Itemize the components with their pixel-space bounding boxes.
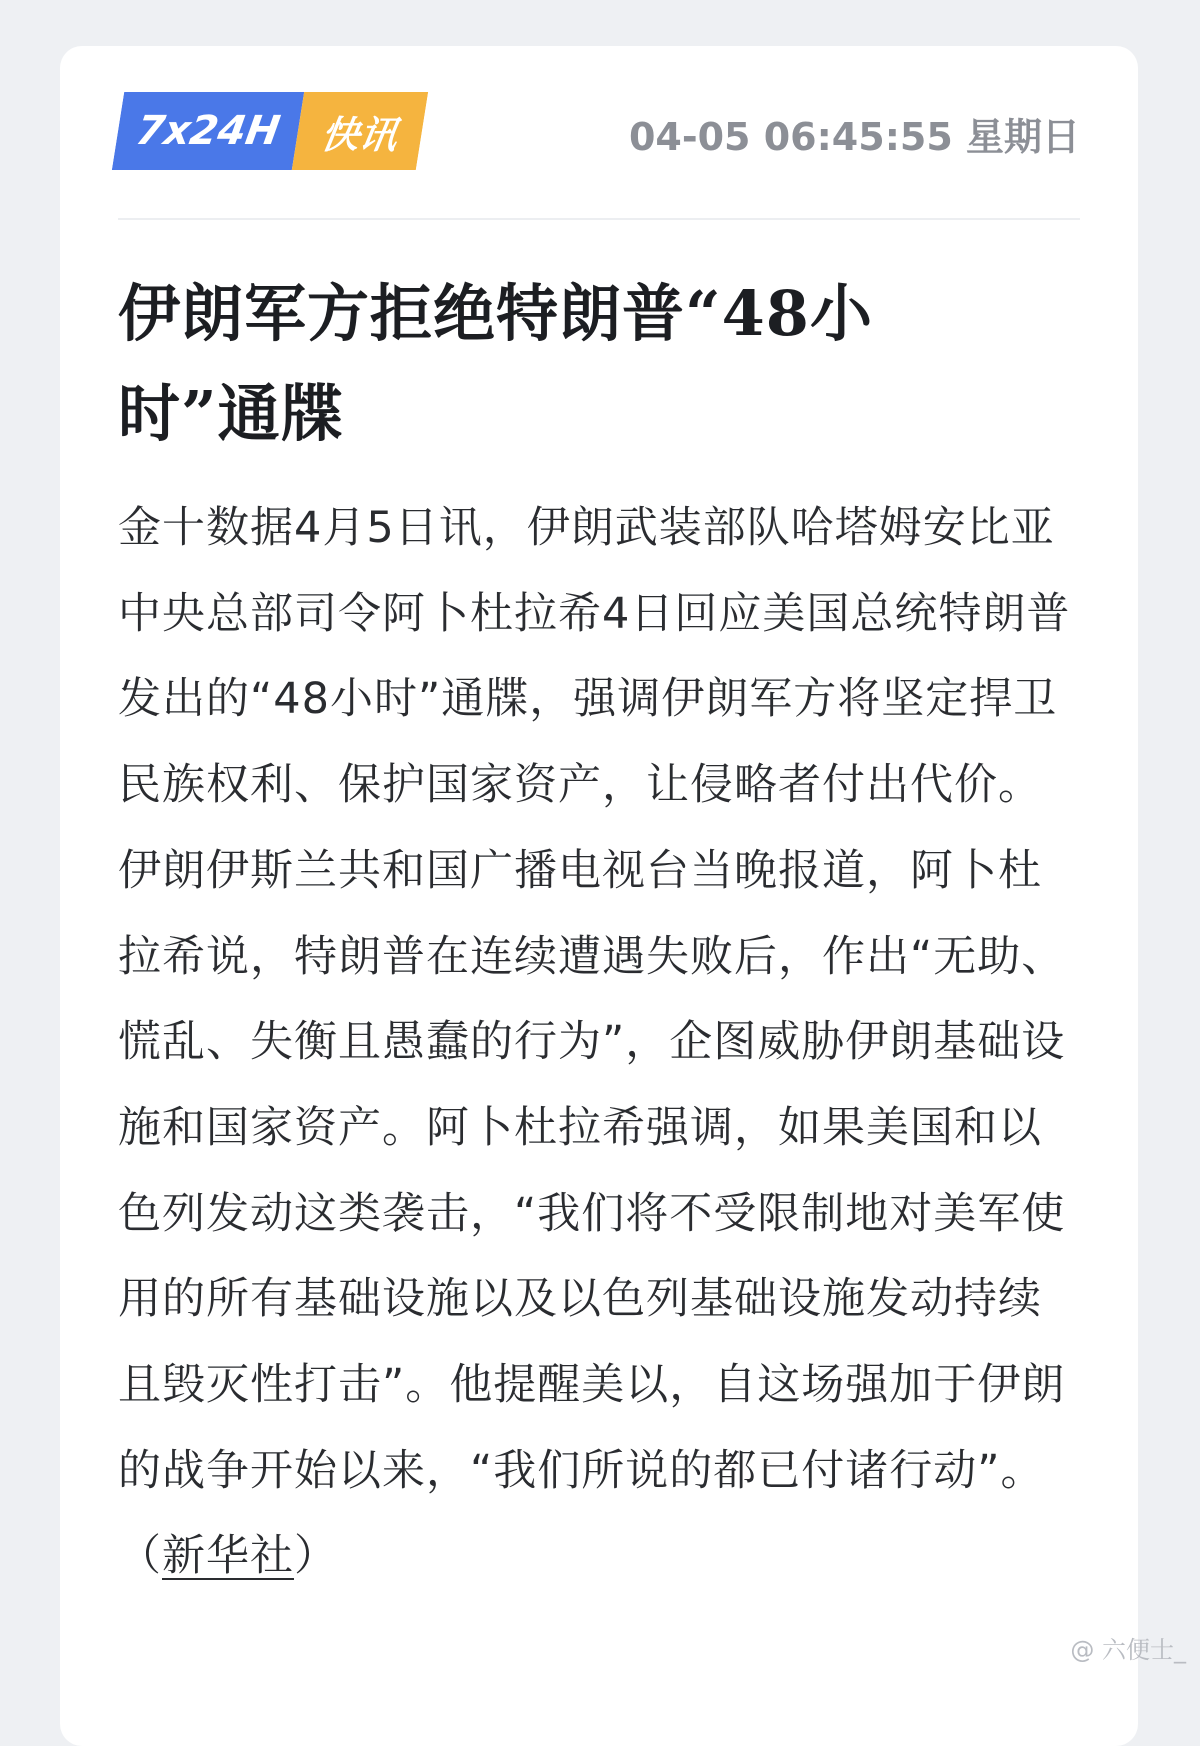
badge-kuaixun: 快讯 [292, 92, 428, 170]
flash-news-badge [112, 92, 428, 170]
source-link[interactable]: 新华社 [162, 1531, 294, 1582]
source-open-paren: （ [118, 1531, 162, 1582]
header-divider [118, 218, 1080, 220]
badge-7x24h: 7x24H [112, 92, 304, 170]
article-body [118, 486, 1078, 1600]
article-title: 伊朗军方拒绝特朗普“48小时”通牒 [118, 277, 873, 450]
source-close-paren: ） [294, 1531, 338, 1582]
watermark: @ 六便士_ [1070, 1636, 1186, 1664]
news-card [60, 46, 1138, 1746]
article-body-text: 金十数据4月5日讯，伊朗武装部队哈塔姆安比亚中央总部司令阿卜杜拉希4日回应美国总统特朗普发出的“48小时”通牒，强调伊朗军方将坚定捍卫民族权利、保护国家资产，让侵略者付出代价。伊朗伊斯兰共和国广播电视台当晚报道，阿卜杜拉希说，特朗普在连续遭遇失败后，作出“无助、慌乱、失衡且愚蠢的行为”，企图威胁伊朗基础设施和国家资产。阿卜杜拉希强调，如果美国和以色列发动这类袭击，“我们将不受限制地对美军使用的所有基础设施以及以色列基础设施发动持续且毁灭性打击”。他提醒美以，自这场强加于伊朗的战争开始以来，“我们所说的都已付诸行动”。 [118, 503, 1071, 1496]
publish-timestamp: 04-05 06:45:55 星期日 [628, 115, 1080, 159]
